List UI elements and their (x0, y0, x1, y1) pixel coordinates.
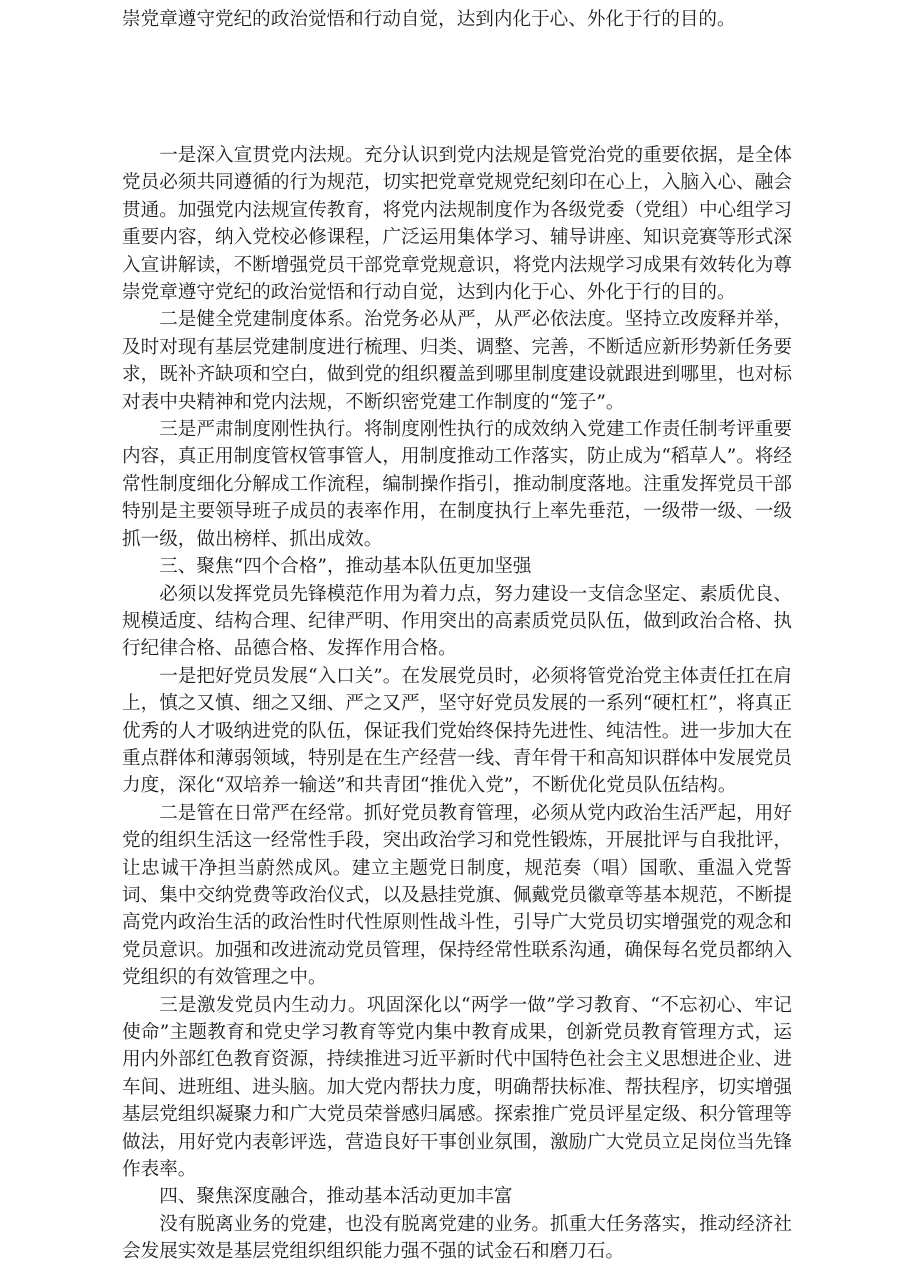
paragraph-promote-party-regulations: 一是深入宣贯党内法规。充分认识到党内法规是管党治党的重要依据，是全体党员必须共同遵循的行为规范，切实把党章党规党纪刻印在心上，入脑入心、融会贯通。加强党内法规宣传教育，将党内法规制度作为各级党委（党组）中心组学习重要内容，纳入党校必修课程，广泛运用集体学习、辅导讲座、知识竞赛等形式深入宣讲解读，不断增强党员干部党章党规意识，将党内法规学习成果有效转化为尊崇党章遵守党纪的政治觉悟和行动自觉，达到内化于心、外化于行的目的。 (122, 145, 792, 304)
paragraph-business-integration: 没有脱离业务的党建，也没有脱离党建的业务。抓重大任务落实，推动经济社会发展实效是基层党组织组织能力强不强的试金石和磨刀石。 (122, 1213, 792, 1263)
previous-page-text-fragment: 崇党章遵守党纪的政治觉悟和行动自觉，达到内化于心、外化于行的目的。 (122, 9, 736, 30)
section-heading-deep-integration: 四、聚焦深度融合，推动基本活动更加丰富 (159, 1186, 513, 1208)
paragraph-vanguard-role: 必须以发挥党员先锋模范作用为着力点，努力建设一支信念坚定、素质优良、规模适度、结构合理、纪律严明、作用突出的高素质党员队伍，做到政治合格、执行纪律合格、品德合格、发挥作用合格。 (122, 583, 792, 660)
paragraph-improve-party-building-system: 二是健全党建制度体系。治党务必从严，从严必依法度。坚持立改废释并举，及时对现有基层党建制度进行梳理、归类、调整、完善，不断适应新形势新任务要求，既补齐缺项和空白，做到党的组织覆盖到哪里制度建设就跟进到哪里，也对标对表中央精神和党内法规，不断织密党建工作制度的“笼子”。 (122, 309, 792, 413)
paragraph-member-admission: 一是把好党员发展“入口关”。在发展党员时，必须将管党治党主体责任扛在肩上，慎之又慎、细之又细、严之又严，坚守好党员发展的一系列“硬杠杠”，将真正优秀的人才吸纳进党的队伍，保证我们党始终保持先进性、纯洁性。进一步加大在重点群体和薄弱领域，特别是在生产经营一线、青年骨干和高知识群体中发展党员力度，深化“双培养一输送”和共青团“推优入党”，不断优化党员队伍结构。 (122, 665, 792, 797)
document-body (122, 142, 792, 1266)
section-heading-four-qualifications: 三、聚焦“四个合格”，推动基本队伍更加坚强 (159, 556, 532, 578)
paragraph-strict-system-execution: 三是严肃制度刚性执行。将制度刚性执行的成效纳入党建工作责任制考评重要内容，真正用制度管权管事管人，用制度推动工作落实，防止成为“稻草人”。将经常性制度细化分解成工作流程，编制操作指引，推动制度落地。注重发挥党员干部特别是主要领导班子成员的表率作用，在制度执行上率先垂范，一级带一级、一级抓一级，做出榜样、抓出成效。 (122, 419, 792, 550)
paragraph-daily-management: 二是管在日常严在经常。抓好党员教育管理，必须从党内政治生活严起，用好党的组织生活这一经常性手段，突出政治学习和党性锻炼，开展批评与自我批评，让忠诚干净担当蔚然成风。建立主题党日制度，规范奏（唱）国歌、重温入党誓词、集中交纳党费等政治仪式，以及悬挂党旗、佩戴党员徽章等基本规范，不断提高党内政治生活的政治性时代性原则性战斗性，引导广大党员切实增强党的观念和党员意识。加强和改进流动党员管理，保持经常性联系沟通，确保每名党员都纳入党组织的有效管理之中。 (122, 802, 792, 989)
paragraph-inner-motivation: 三是激发党员内生动力。巩固深化以“两学一做”学习教育、“不忘初心、牢记使命”主题教育和党史学习教育等党内集中教育成果，创新党员教育管理方式，运用内外部红色教育资源，持续推进习近平新时代中国特色社会主义思想进企业、进车间、进班组、进头脑。加大党内帮扶力度，明确帮扶标准、帮扶程序，切实增强基层党组织凝聚力和广大党员荣誉感归属感。探索推广党员评星定级、积分管理等做法，用好党内表彰评选，营造良好干事创业氛围，激励广大党员立足岗位当先锋作表率。 (122, 994, 792, 1181)
